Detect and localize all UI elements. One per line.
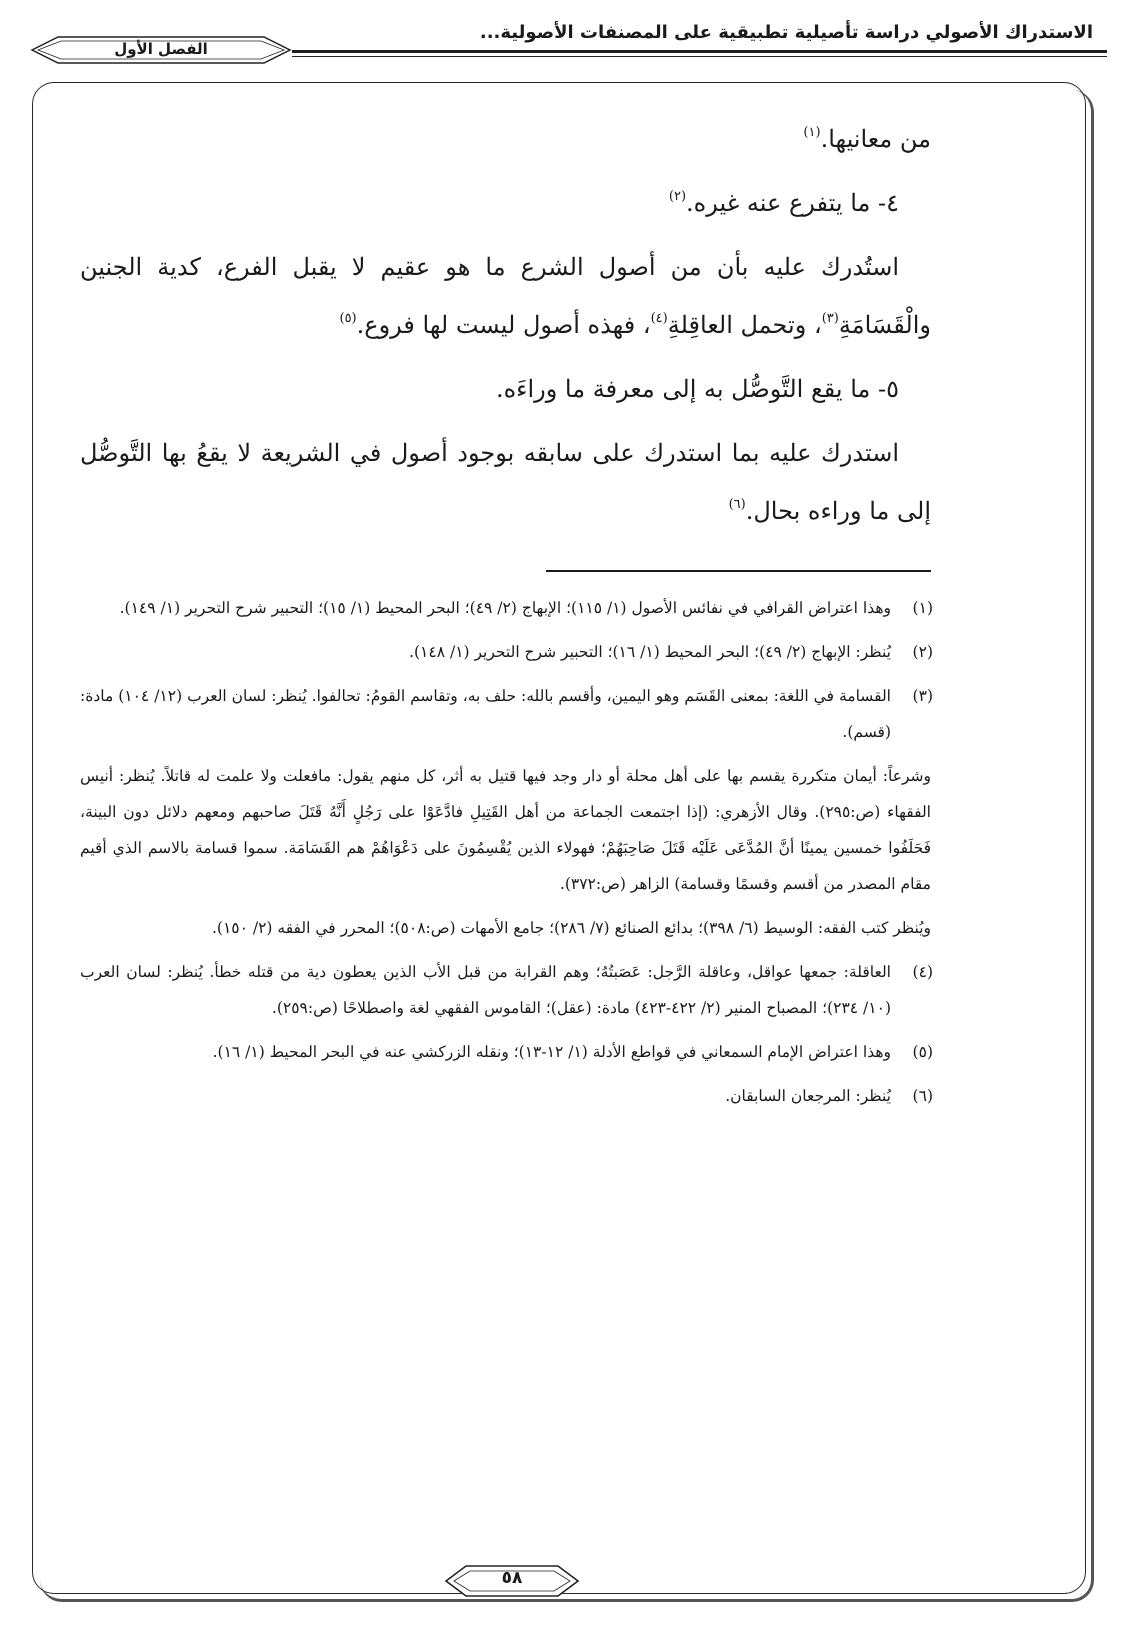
footnote-number: (٤)	[912, 963, 933, 981]
footnote-number: (٢)	[912, 643, 933, 661]
header-rule	[292, 50, 1107, 53]
main-text	[80, 110, 931, 546]
paragraph-2-text: ٤- ما يتفرع عنه غيره.	[686, 189, 899, 217]
footnote-text: يُنظر: المرجعان السابقان.	[725, 1087, 891, 1105]
footnote-number: (١)	[912, 599, 933, 617]
paragraph-3-text-c: ، فهذه أصول ليست لها فروع.	[356, 311, 651, 339]
footnote-ref-3: (٣)	[821, 311, 839, 326]
footnote-4	[80, 954, 931, 1026]
footnote-number: (٥)	[912, 1043, 933, 1061]
footnote-number: (٣)	[912, 687, 933, 705]
footnote-text: العاقلة: جمعها عواقل، وعاقلة الرَّجل: عَصَبتُهُ؛ وهم القرابة من قبل الأب الذين يعطون دية من قتله خطأ. يُنظر: لسان العرب (١٠/ ٢٣٤)؛ المصباح المنير (٢/ ٤٢٢-٤٢٣) مادة: (عقل)؛ القاموس الفقهي لغة واصطلاحًا (ص:٢٥٩).	[80, 963, 891, 1017]
footnotes	[80, 590, 931, 1122]
footnote-number: (٦)	[912, 1087, 933, 1105]
footnote-ref-1: (١)	[803, 125, 821, 140]
footnote-5	[80, 1034, 931, 1070]
footnote-separator	[546, 570, 931, 572]
chapter-tab	[30, 34, 292, 66]
page-number-badge	[444, 1562, 580, 1600]
footnote-3-continued: وشرعاً: أيمان متكررة يقسم بها على أهل محلة أو دار وجد فيها قتيل به أثر، كل منهم يقول: مافعلت ولا علمت له قاتلاً. يُنظر: أنيس الفقهاء (ص:٢٩٥). وقال الأزهري: (إذا اجتمعت الجماعة من أهل القَتِيلِ فادَّعَوْا على رَجُلٍ أَنَّهُ قَتَلَ صاحبهم ومعهم دلائل دون البينة، فَحَلَفُوا خمسين يمينًا أنَّ المُدَّعَى عَلَيْه قَتَلَ صَاحِبَهُمْ؛ فهولاء الذين يُقْسِمُونَ على دَعْوَاهُمْ هم القَسَامَة. سموا قسامة بالاسم الذي أقيم مقام المصدر من أقسم وقسمًا وقسامة) الزاهر (ص:٣٧٢).	[80, 767, 931, 893]
paragraph-2	[80, 174, 931, 232]
paragraph-1-text: من معانيها.	[820, 125, 931, 153]
footnote-3-continued-2: ويُنظر كتب الفقه: الوسيط (٦/ ٣٩٨)؛ بدائع الصنائع (٧/ ٢٨٦)؛ جامع الأمهات (ص:٥٠٨)؛ المحرر في الفقه (٢/ ١٥٠).	[211, 919, 931, 937]
footnote-1	[80, 590, 931, 626]
paragraph-3	[80, 238, 931, 354]
footnote-text: وهذا اعتراض الإمام السمعاني في قواطع الأدلة (١/ ١٢-١٣)؛ ونقله الزركشي عنه في البحر المحيط (١/ ١٦).	[212, 1043, 891, 1061]
footnote-ref-6: (٦)	[728, 497, 746, 512]
paragraph-4-text: ٥- ما يقع التَّوصُّل به إلى معرفة ما وراءَه.	[495, 375, 899, 403]
footnote-ref-2: (٢)	[668, 189, 687, 204]
paragraph-3-text-a: استُدرك عليه بأن من أصول الشرع ما هو عقيم لا يقبل الفرع، كدية الجنين والْقَسَامَةِ	[80, 253, 931, 339]
footnote-2	[80, 634, 931, 670]
chapter-label: الفصل الأول	[114, 40, 208, 58]
paragraph-1	[80, 110, 931, 168]
footnote-ref-4: (٤)	[650, 311, 668, 326]
page-header	[0, 0, 1121, 72]
paragraph-4	[80, 360, 931, 418]
paragraph-5-text: استدرك عليه بما استدرك على سابقه بوجود أصول في الشريعة لا يقعُ بها التَّوصُّل إلى ما وراءه بحال.	[80, 439, 931, 525]
footnote-3	[80, 678, 931, 750]
header-rule-thin	[292, 56, 1107, 57]
paragraph-3-text-b: ، وتحمل العاقِلةِ	[667, 311, 822, 339]
footnote-6	[80, 1078, 931, 1114]
footnote-text: وهذا اعتراض القرافي في نفائس الأصول (١/ ١١٥)؛ الإبهاج (٢/ ٤٩)؛ البحر المحيط (١/ ١٥)؛ التحبير شرح التحرير (١/ ١٤٩).	[119, 599, 891, 617]
footnote-ref-5: (٥)	[339, 311, 357, 326]
page-number: ٥٨	[501, 1568, 523, 1588]
footnote-text: يُنظر: الإبهاج (٢/ ٤٩)؛ البحر المحيط (١/ ١٦)؛ التحبير شرح التحرير (١/ ١٤٨).	[409, 643, 891, 661]
footnote-text: القسامة في اللغة: بمعنى القَسَم وهو اليمين، وأقسم بالله: حلف به، وتقاسم القومُ: تحالفوا. يُنظر: لسان العرب (١٢/ ١٠٤) مادة: (قسم).	[80, 687, 891, 741]
book-title: الاستدراك الأصولي دراسة تأصيلية تطبيقية على المصنفات الأصولية...	[479, 22, 1093, 43]
paragraph-5	[80, 424, 931, 540]
